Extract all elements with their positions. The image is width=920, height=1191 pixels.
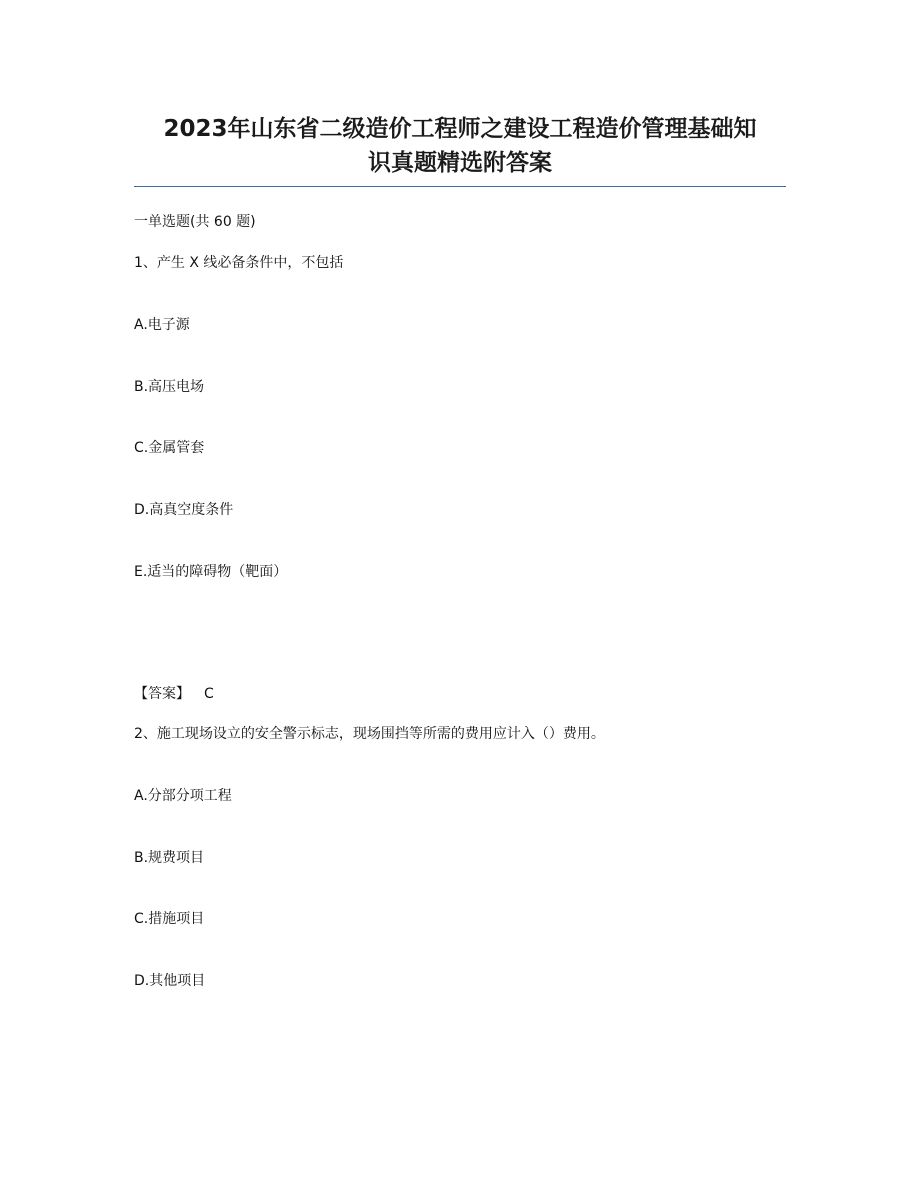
title-divider xyxy=(134,186,786,187)
question-1-option-b: B.高压电场 xyxy=(134,379,205,395)
question-2-option-c: C.措施项目 xyxy=(134,911,205,927)
question-1-answer xyxy=(134,684,214,704)
question-1-stem: 1、产生 X 线必备条件中，不包括 xyxy=(134,255,344,271)
question-2-stem: 2、施工现场设立的安全警示标志，现场围挡等所需的费用应计入（）费用。 xyxy=(134,726,605,742)
question-1-option-e: E.适当的障碍物（靶面） xyxy=(134,564,288,580)
question-2-option-a: A.分部分项工程 xyxy=(134,788,232,804)
document-title xyxy=(134,112,786,180)
title-line-1: 2023年山东省二级造价工程师之建设工程造价管理基础知 xyxy=(163,116,757,142)
answer-label: 【答案】 xyxy=(134,686,190,702)
question-1-option-c: C.金属管套 xyxy=(134,440,205,456)
question-1-option-d: D.高真空度条件 xyxy=(134,502,234,518)
title-line-2: 识真题精选附答案 xyxy=(368,150,552,176)
question-2-option-b: B.规费项目 xyxy=(134,850,205,866)
question-2-option-d: D.其他项目 xyxy=(134,973,206,989)
question-1-option-a: A.电子源 xyxy=(134,317,190,333)
section-heading: 一单选题(共 60 题) xyxy=(134,214,256,230)
answer-value: C xyxy=(204,686,214,702)
